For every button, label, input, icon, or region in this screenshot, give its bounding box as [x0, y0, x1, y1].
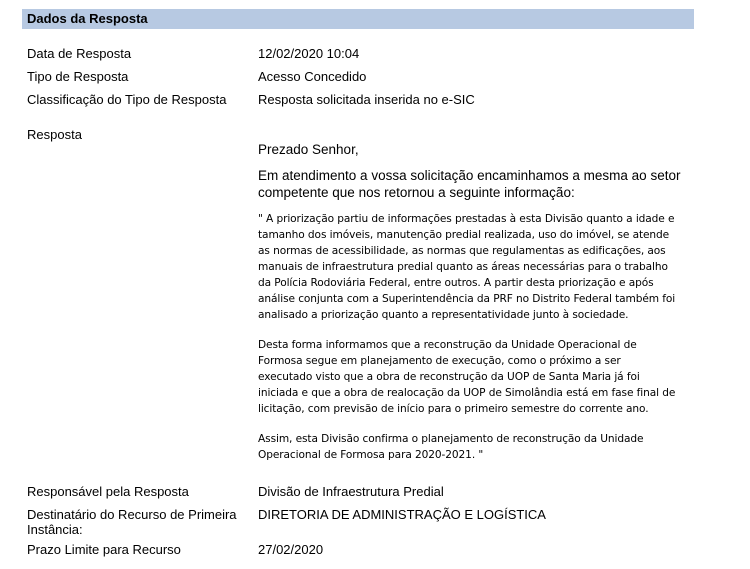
paragraph-line: " A priorização partiu de informações prestadas à esta Divisão quanto a idade e — [258, 213, 675, 225]
paragraph-line: iniciada e que a obra de realocação da UOP de Simolândia está em fase final de — [258, 387, 676, 399]
section-header: Dados da Resposta — [22, 9, 694, 29]
label-classificacao: Classificação do Tipo de Resposta — [27, 92, 227, 107]
paragraph-line: analisado a priorização quanto a representatividade junto à sociedade. — [258, 309, 629, 321]
value-prazo: 27/02/2020 — [258, 542, 324, 557]
resposta-paragraph-1 — [258, 211, 698, 323]
label-prazo: Prazo Limite para Recurso — [27, 542, 181, 557]
intro-line: Em atendimento a vossa solicitação encaminhamos a mesma ao setor — [258, 168, 681, 183]
paragraph-line: Desta forma informamos que a reconstrução da Unidade Operacional de — [258, 339, 637, 351]
paragraph-line: Operacional de Formosa para 2020-2021. " — [258, 449, 484, 461]
paragraph-line: da Polícia Rodoviária Federal, entre outros. A partir desta priorização e após — [258, 277, 654, 289]
paragraph-line: manuais de infraestrutura predial quanto as áreas necessárias para o trabalho — [258, 261, 668, 273]
paragraph-line: análise conjunta com a Superintendência da PRF no Distrito Federal também foi — [258, 293, 676, 305]
paragraph-line: as normas de acessibilidade, as normas que regulamentas as edificações, aos — [258, 245, 666, 257]
resposta-paragraph-3 — [258, 431, 698, 463]
paragraph-line: Formosa segue em planejamento de execução, como o próximo a ser — [258, 355, 621, 367]
label-destinatario-line1: Destinatário do Recurso de Primeira — [27, 507, 237, 522]
label-resposta: Resposta — [27, 127, 82, 142]
resposta-intro — [258, 167, 698, 201]
label-responsavel: Responsável pela Resposta — [27, 484, 189, 499]
intro-line: competente que nos retornou a seguinte informação: — [258, 185, 575, 200]
paragraph-line: Assim, esta Divisão confirma o planejamento de reconstrução da Unidade — [258, 433, 644, 445]
greeting-line: Prezado Senhor, — [258, 142, 359, 157]
resposta-paragraph-2 — [258, 337, 698, 417]
label-tipo-resposta: Tipo de Resposta — [27, 69, 129, 84]
paragraph-line: tamanho dos imóveis, manutenção predial realizada, uso do imóvel, se atende — [258, 229, 670, 241]
value-data-resposta: 12/02/2020 10:04 — [258, 46, 360, 61]
label-data-resposta: Data de Resposta — [27, 46, 132, 61]
paragraph-line: licitação, com previsão de início para o primeiro semestre do corrente ano. — [258, 403, 649, 415]
paragraph-line: executado visto que a obra de reconstrução da UOP de Santa Maria já foi — [258, 371, 640, 383]
label-destinatario — [27, 507, 252, 537]
label-destinatario-line2: Instância: — [27, 522, 83, 537]
resposta-greeting — [258, 141, 698, 158]
value-responsavel: Divisão de Infraestrutura Predial — [258, 484, 444, 499]
value-classificacao: Resposta solicitada inserida no e-SIC — [258, 92, 475, 107]
value-destinatario: DIRETORIA DE ADMINISTRAÇÃO E LOGÍSTICA — [258, 507, 546, 522]
value-tipo-resposta: Acesso Concedido — [258, 69, 367, 84]
